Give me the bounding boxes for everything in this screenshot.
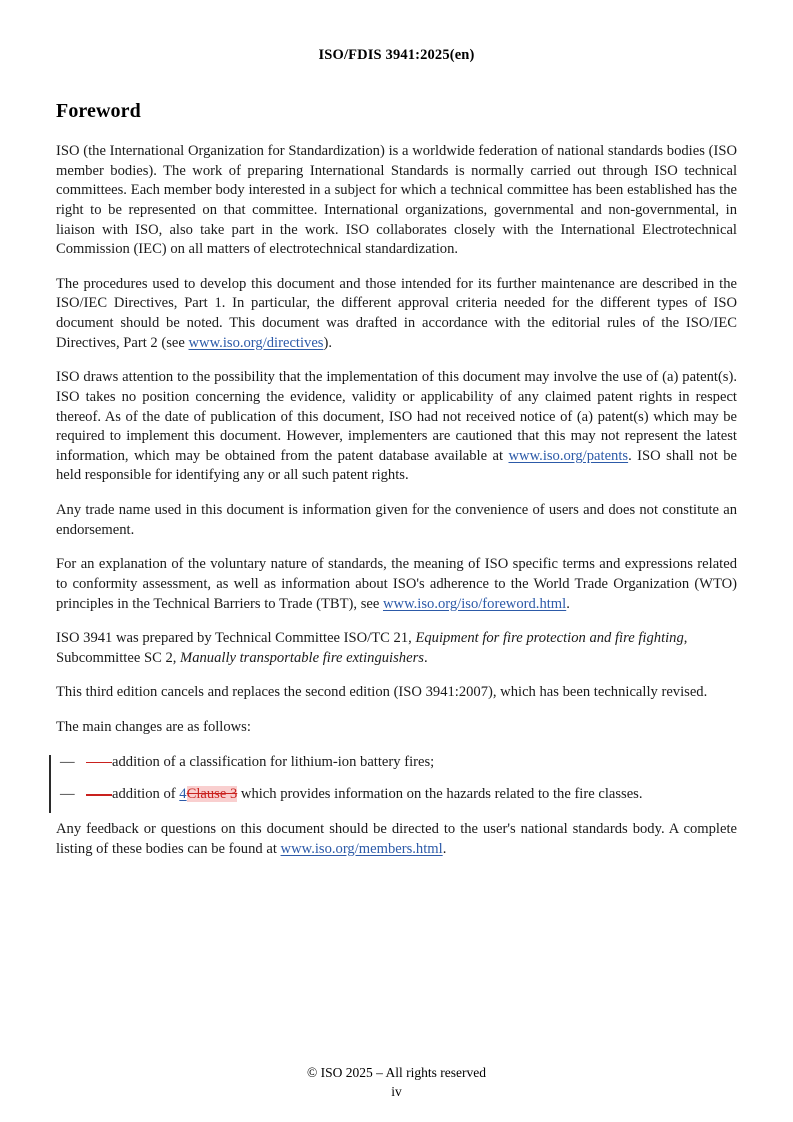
dash-marker-icon: — [60,753,75,770]
paragraph-trade-name: Any trade name used in this document is information given for the convenience of users and does not constitute an endorsement. [56,502,737,538]
paragraph-procedures [56,275,737,354]
document-body [56,100,737,874]
dash-marker-icon: — [60,786,75,803]
paragraph-edition-notice: This third edition cancels and replaces the second edition (ISO 3941:2007), which has been technically revised. [56,684,708,701]
page-number: iv [391,1084,402,1100]
paragraph-procedures-text-before: The procedures used to develop this document and those intended for its further maintenance are described in the ISO/IEC Directives, Part 1. In particular, the different approval criteria needed for the different types of ISO document should be noted. This document was drafted in accordance with the editorial rules of the ISO/IEC Directives, Part 2 (see [56,275,737,351]
copyright-notice: © ISO 2025 – All rights reserved [307,1064,486,1080]
paragraph-committee-text-b: , Subcommittee SC 2, [56,630,688,666]
changes-list [56,753,737,805]
list-item-label: addition of a classification for lithium-ion battery fires; [112,753,435,770]
tracked-changes-block [56,753,737,805]
link-iso-foreword[interactable]: www.iso.org/iso/foreword.html [382,595,567,612]
paragraph-committee [56,629,737,668]
deleted-text: Clause 3 [186,786,238,803]
paragraph-patents [56,368,737,486]
running-header: ISO/FDIS 3941:2025(en) [318,47,475,63]
paragraph-patents-text-before: ISO draws attention to the possibility that the implementation of this document may involve the use of (a) patent(s). ISO takes no position concerning the evidence, validity or applicability of any claimed patent rights in respect thereof. As of the date of publication of this document, ISO had not received notice of (a) patent(s) which may be required to implement this document. However, implementers are cautioned that this may not represent the latest information, which may be obtained from the patent database available at [56,369,737,464]
strikethrough-rule-icon [86,762,112,763]
committee-title-tc21: Equipment for fire protection and fire fighting [415,630,684,647]
paragraph-feedback-text-before: Any feedback or questions on this document should be directed to the user's national standards body. A complete listing of these bodies can be found at [56,820,737,857]
paragraph-voluntary-text-after: . [566,595,570,612]
paragraph-iso-description: ISO (the International Organization for Standardization) is a worldwide federation of national standards bodies (ISO member bodies). The work of preparing International Standards is normally carried out through ISO technical committees. Each member body interested in a subject for which a technical committee has been established has the right to be represented on that committee. International organizations, governmental and non-governmental, in liaison with ISO, also take part in the work. ISO collaborates closely with the International Electrotechnical Commission (IEC) on all matters of electrotechnical standardization. [56,143,737,258]
inserted-text: 4 [179,786,187,803]
paragraph-committee-text-c: . [423,649,428,666]
page-footer [0,1063,793,1102]
strikethrough-rule-icon [86,794,112,795]
committee-title-sc2: Manually transportable fire extinguishers [180,649,424,666]
paragraph-feedback-text-after: . [442,840,447,857]
paragraph-voluntary-nature [56,555,737,614]
paragraph-main-changes-intro: The main changes are as follows: [56,719,251,735]
list-item-text-after: which provides information on the hazards related to the fire classes. [237,786,643,803]
link-iso-members[interactable]: www.iso.org/members.html [280,840,443,857]
list-item-text-before: addition of [112,786,180,803]
link-iso-patents[interactable]: www.iso.org/patents [508,447,629,464]
page-title: Foreword [56,100,141,122]
paragraph-patents-text-after: . ISO shall not be held responsible for identifying any or all such patent rights. [56,447,737,484]
list-item [56,785,737,805]
link-iso-directives[interactable]: www.iso.org/directives [188,334,324,351]
change-bar [49,755,51,813]
list-item [56,753,737,773]
paragraph-voluntary-text-before: For an explanation of the voluntary nature of standards, the meaning of ISO specific terms and expressions related to conformity assessment, as well as information about ISO's adherence to the World Trade Organization (WTO) principles in the Technical Barriers to Trade (TBT), see [56,556,737,612]
paragraph-feedback [56,820,737,859]
paragraph-committee-text-a: ISO 3941 was prepared by Technical Committee ISO/TC 21, [56,630,416,647]
paragraph-procedures-text-after: ). [323,334,333,351]
